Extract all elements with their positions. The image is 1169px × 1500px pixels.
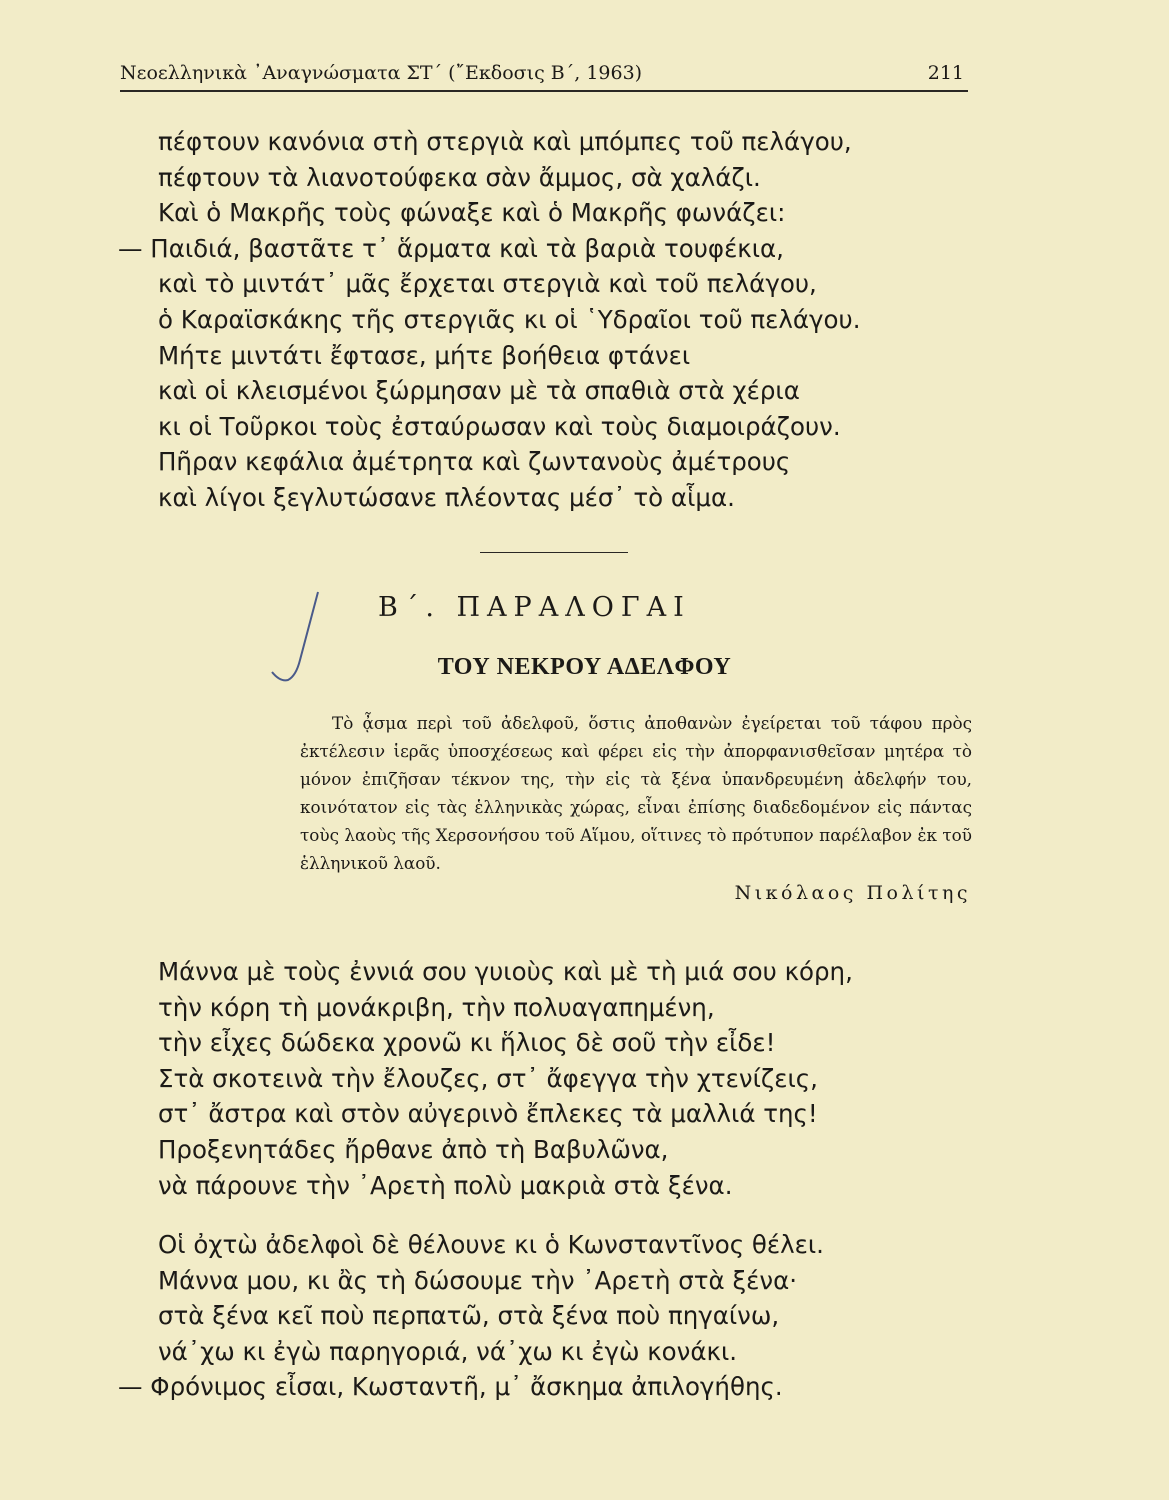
- section-heading: Β΄. ΠΑΡΑΛΟΓΑΙ: [378, 592, 691, 623]
- verse-line: καὶ τὸ μιντάτ᾿ μᾶς ἔρχεται στεργιὰ καὶ τοῦ πελάγου,: [158, 269, 817, 299]
- verse-line: καὶ λίγοι ξεγλυτώσανε πλέοντας μέσ᾿ τὸ αἷμα.: [158, 482, 735, 512]
- verse-line: — Παιδιά, βαστᾶτε τ᾿ ἅρματα καὶ τὰ βαριὰ τουφέκια,: [118, 233, 784, 263]
- verse-line: ὁ Καραϊσκάκης τῆς στεργιᾶς κι οἱ ῾Υδραῖοι τοῦ πελάγου.: [158, 304, 861, 334]
- verse-line: Στὰ σκοτεινὰ τὴν ἔλουζες, στ᾿ ἄφεγγα τὴν χτενίζεις,: [158, 1063, 818, 1093]
- verse-line: νά᾿χω κι ἐγὼ παρηγοριά, νά᾿χω κι ἐγὼ κονάκι.: [158, 1336, 738, 1366]
- verse-line: στὰ ξένα κεῖ ποὺ περπατῶ, στὰ ξένα ποὺ πηγαίνω,: [158, 1301, 780, 1331]
- verse-top: [118, 124, 861, 516]
- verse-line: Προξενητάδες ἤρθανε ἀπὸ τὴ Βαβυλῶνα,: [158, 1134, 669, 1164]
- verse-line: πέφτουν τὰ λιανοτούφεκα σὰν ἄμμος, σὰ χαλάζι.: [158, 162, 761, 192]
- verse-line: Μάννα μου, κι ἂς τὴ δώσουμε τὴν ᾿Αρετὴ στὰ ξένα·: [158, 1265, 798, 1295]
- verse-line: κι οἱ Τοῦρκοι τοὺς ἐσταύρωσαν καὶ τοὺς διαμοιράζουν.: [158, 411, 841, 441]
- running-head: [120, 62, 968, 92]
- verse-line: Οἱ ὀχτὼ ἀδελφοὶ δὲ θέλουνε κι ὁ Κωνσταντῖνος θέλει.: [158, 1230, 824, 1259]
- verse-line: τὴν κόρη τὴ μονάκριβη, τὴν πολυαγαπημένη,: [158, 992, 715, 1022]
- verse-line: Καὶ ὁ Μακρῆς τοὺς φώναξε καὶ ὁ Μακρῆς φωνάζει:: [158, 198, 786, 228]
- page-number: 211: [927, 62, 964, 84]
- verse-line: Μάννα μὲ τοὺς ἐννιά σου γυιοὺς καὶ μὲ τὴ μιά σου κόρη,: [158, 957, 853, 986]
- poem-title: ΤΟΥ ΝΕΚΡΟΥ ΑΔΕΛΦΟΥ: [437, 654, 732, 680]
- verse-line: πέφτουν κανόνια στὴ στεργιὰ καὶ μπόμπες τοῦ πελάγου,: [158, 127, 852, 156]
- separator-rule: [480, 552, 628, 553]
- verse-line: τὴν εἶχες δώδεκα χρονῶ κι ἥλιος δὲ σοῦ τὴν εἶδε!: [158, 1028, 776, 1058]
- verse-line: νὰ πάρουνε τὴν ᾿Αρετὴ πολὺ μακριὰ στὰ ξένα.: [158, 1170, 733, 1200]
- stanza-1: [118, 954, 853, 1203]
- verse-line: στ᾿ ἄστρα καὶ στὸν αὐγερινὸ ἔπλεκες τὰ μαλλιά της!: [158, 1099, 818, 1129]
- intro-paragraph: Τὸ ᾆσμα περὶ τοῦ ἀδελφοῦ, ὅστις ἀποθανὼν ἐγείρεται τοῦ τάφου πρὸς ἐκτέλεσιν ἱερᾶς ὑποσχέσεως καὶ φέρει εἰς τὴν ἀπορφανισθεῖσαν μητέρα τὸ μόνον ἐπιζῆσαν τέκνον της, τὴν εἰς τὰ ξένα ὑπανδρευμένη ἀδελφήν του, κοινότατον εἰς τὰς ἑλληνικὰς χώρας, εἶναι ἐπίσης διαδεδομένον εἰς πάντας τοὺς λαοὺς τῆς Χερσονήσου τοῦ Αἵμου, οἵτινες τὸ πρότυπον παρέλαβον ἐκ τοῦ ἑλληνικοῦ λαοῦ.: [300, 713, 972, 873]
- stanza-2: [118, 1227, 824, 1405]
- pencil-checkmark-icon: [250, 590, 330, 700]
- verse-line: καὶ οἱ κλεισμένοι ξώρμησαν μὲ τὰ σπαθιὰ στὰ χέρια: [158, 376, 800, 406]
- header-title: Νεοελληνικὰ ᾿Αναγνώσματα ΣΤ΄ (῎Εκδοσις Β΄, 1963): [120, 62, 643, 84]
- author-name: Νικόλαος Πολίτης: [734, 882, 971, 904]
- verse-line: — Φρόνιμος εἶσαι, Κωσταντῆ, μ᾿ ἄσκημα ἀπιλογήθης.: [118, 1372, 783, 1402]
- verse-line: Μήτε μιντάτι ἔφτασε, μήτε βοήθεια φτάνει: [158, 340, 691, 370]
- verse-line: Πῆραν κεφάλια ἀμέτρητα καὶ ζωντανοὺς ἀμέτρους: [158, 447, 791, 477]
